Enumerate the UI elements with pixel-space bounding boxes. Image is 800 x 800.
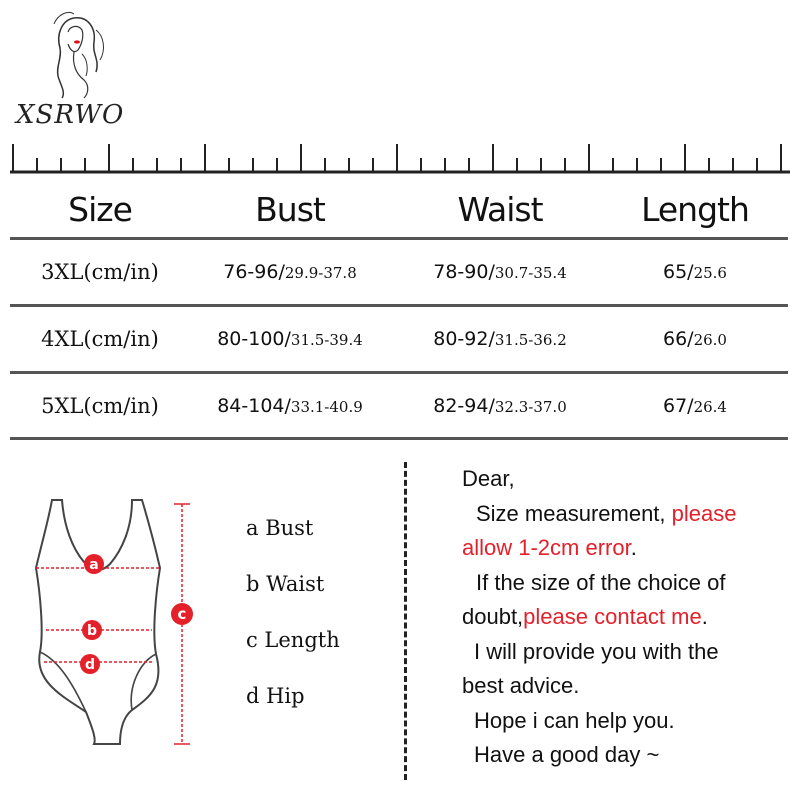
length-value: 67/26.4 (663, 395, 727, 417)
brand-logo (14, 10, 144, 130)
header-waist: Waist (457, 189, 543, 229)
size-label: 5XL(cm/in) (41, 394, 159, 418)
marker-b (82, 620, 102, 640)
header-length: Length (641, 189, 749, 229)
bodysuit-diagram (24, 492, 204, 752)
message-line: Hope i can help you. (474, 707, 675, 733)
bust-value: 80-100/31.5-39.4 (217, 328, 363, 350)
legend-waist: b Waist (246, 572, 325, 596)
header-bust: Bust (255, 189, 325, 229)
header-size: Size (68, 189, 132, 229)
waist-value: 78-90/30.7-35.4 (433, 261, 567, 283)
legend-length: c Length (246, 628, 340, 652)
message-line: Have a good day ~ (474, 742, 660, 767)
message-line: Size measurement, please (476, 500, 737, 526)
table-row (10, 374, 788, 438)
brand-name: XSRWO (16, 100, 125, 130)
ruler-divider (10, 140, 790, 176)
waist-value: 82-94/32.3-37.0 (433, 395, 567, 417)
svg-text:b: b (86, 623, 98, 639)
woman-silhouette-icon (44, 10, 114, 100)
measurement-legend (246, 516, 340, 740)
size-rows (10, 307, 788, 371)
length-value: 66/26.0 (663, 328, 727, 350)
table-divider (10, 437, 788, 440)
table-header-row (10, 180, 788, 238)
bust-value: 76-96/29.9-37.8 (223, 261, 357, 283)
size-chart-table (10, 180, 788, 238)
dashed-divider (404, 462, 411, 780)
marker-c (171, 603, 193, 625)
message-line: allow 1-2cm error. (462, 535, 637, 560)
svg-text:a: a (89, 557, 99, 573)
waist-value: 80-92/31.5-36.2 (433, 328, 567, 350)
message-line: Dear, (462, 466, 515, 491)
svg-text:d: d (84, 657, 96, 673)
bust-value: 84-104/33.1-40.9 (217, 395, 363, 417)
marker-d (80, 654, 100, 674)
svg-text:c: c (177, 605, 187, 623)
size-rows (10, 240, 788, 304)
seller-message (462, 462, 792, 773)
table-row (10, 307, 788, 371)
length-value: 65/25.6 (663, 261, 727, 283)
message-line: I will provide you with the (474, 638, 719, 664)
legend-bust: a Bust (246, 516, 314, 540)
legend-hip: d Hip (246, 684, 305, 708)
size-rows (10, 374, 788, 438)
message-line: best advice. (462, 673, 580, 698)
message-line: doubt,please contact me. (462, 604, 708, 629)
size-label: 4XL(cm/in) (41, 327, 159, 351)
size-label: 3XL(cm/in) (41, 260, 159, 284)
table-row (10, 240, 788, 304)
marker-a (84, 554, 104, 574)
message-line: If the size of the choice of (476, 569, 726, 595)
